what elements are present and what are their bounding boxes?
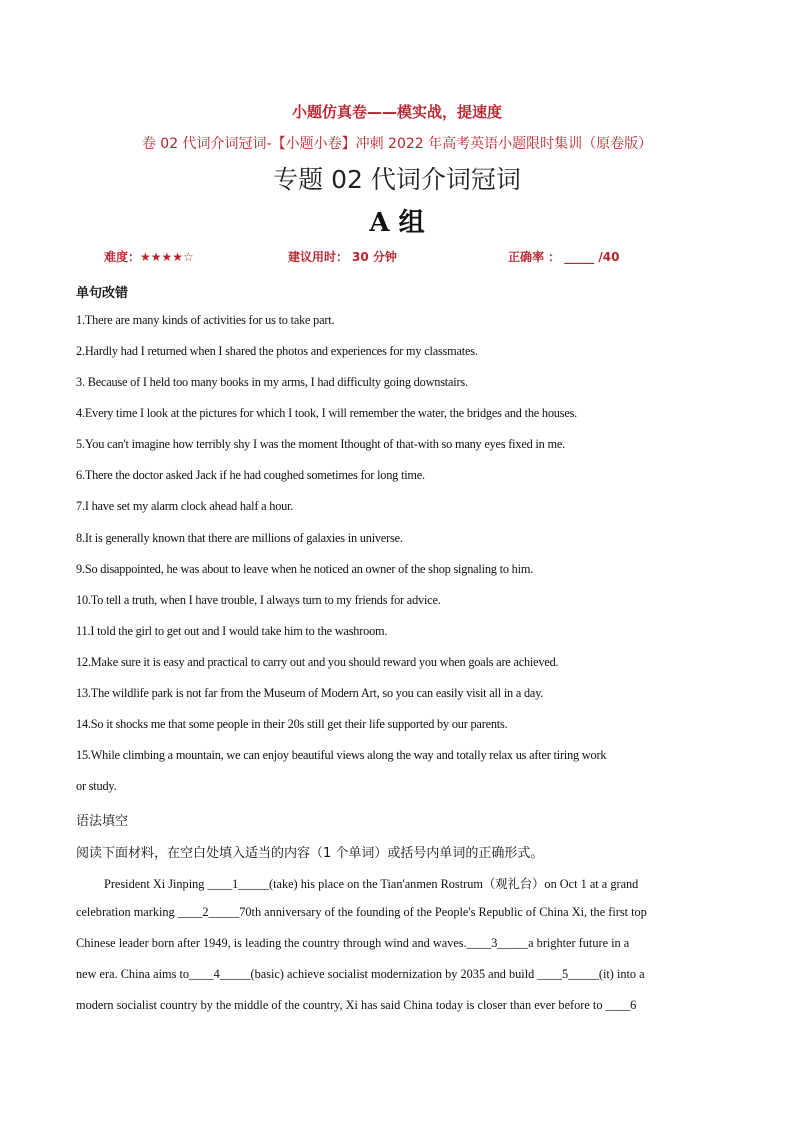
list-item: 13.The wildlife park is not far from the Museum of Modern Art, so you can easily visit all in a day. bbox=[76, 686, 544, 700]
suggested-time bbox=[288, 248, 397, 265]
accuracy bbox=[508, 248, 619, 265]
accuracy-label: 正确率 ： bbox=[508, 250, 561, 264]
list-item: 14.So it shocks me that some people in their 20s still get their life supported by our parents. bbox=[76, 717, 508, 731]
time-label: 建议用时： bbox=[288, 250, 349, 264]
subtitle: 卷 02 代词介词冠词-【小题小卷】冲刺 2022 年高考英语小题限时集训（原卷版） bbox=[141, 136, 653, 152]
list-item: 9.So disappointed, he was about to leave when he noticed an owner of the shop signaling to him. bbox=[76, 562, 534, 576]
section-heading-error-correction: 单句改错 bbox=[76, 286, 129, 301]
passage-line: President Xi Jinping ____1_____(take) his place on the Tian'anmen Rostrum（观礼台）on Oct 1 at a grand bbox=[104, 877, 639, 891]
passage-line: modern socialist country by the middle of the country, Xi has said China today is closer than ever before to ____6 bbox=[76, 998, 637, 1012]
group-label: A 组 bbox=[369, 208, 425, 238]
difficulty-label: 难度： bbox=[104, 250, 141, 264]
list-item: 6.There the doctor asked Jack if he had coughed sometimes for long time. bbox=[76, 468, 425, 482]
list-item: 15.While climbing a mountain, we can enjoy beautiful views along the way and totally relax us after tiring work bbox=[76, 748, 607, 762]
instruction: 阅读下面材料，在空白处填入适当的内容（1 个单词）或括号内单词的正确形式。 bbox=[76, 846, 544, 861]
slogan: 小题仿真卷——模实战，提速度 bbox=[291, 103, 502, 121]
list-item: 7.I have set my alarm clock ahead half a hour. bbox=[76, 499, 294, 513]
list-item: 12.Make sure it is easy and practical to carry out and you should reward you when goals are achieved. bbox=[76, 655, 559, 669]
section-heading-grammar-fill: 语法填空 bbox=[76, 814, 129, 829]
time-value: 30 分钟 bbox=[352, 250, 397, 264]
passage-line: celebration marking ____2_____70th anniversary of the founding of the People's Republic of China Xi, the first top bbox=[76, 905, 647, 919]
passage-line: Chinese leader born after 1949, is leading the country through wind and waves.____3_____a brighter future in a bbox=[76, 936, 630, 950]
list-item: 2.Hardly had I returned when I shared the photos and experiences for my classmates. bbox=[76, 344, 478, 358]
list-item: 3. Because of I held too many books in my arms, I had difficulty going downstairs. bbox=[76, 375, 468, 389]
list-item: 11.I told the girl to get out and I would take him to the washroom. bbox=[76, 624, 388, 638]
list-item: 4.Every time I look at the pictures for which I took, I will remember the water, the bridges and the houses. bbox=[76, 406, 578, 420]
page-title: 专题 02 代词介词冠词 bbox=[273, 165, 521, 194]
list-item: 5.You can't imagine how terribly shy I was the moment Ithought of that-with so many eyes fixed in me. bbox=[76, 437, 565, 451]
passage-line: new era. China aims to____4_____(basic) achieve socialist modernization by 2035 and build ____5_____(it) into a bbox=[76, 967, 645, 981]
list-item: 10.To tell a truth, when I have trouble, I always turn to my friends for advice. bbox=[76, 593, 441, 607]
list-item: 8.It is generally known that there are millions of galaxies in universe. bbox=[76, 531, 403, 545]
accuracy-value: _____ /40 bbox=[564, 250, 620, 264]
difficulty bbox=[104, 248, 194, 265]
difficulty-stars: ★★★★☆ bbox=[140, 250, 194, 264]
list-item: 1.There are many kinds of activities for us to take part. bbox=[76, 313, 335, 327]
list-item-continuation: or study. bbox=[76, 779, 117, 793]
